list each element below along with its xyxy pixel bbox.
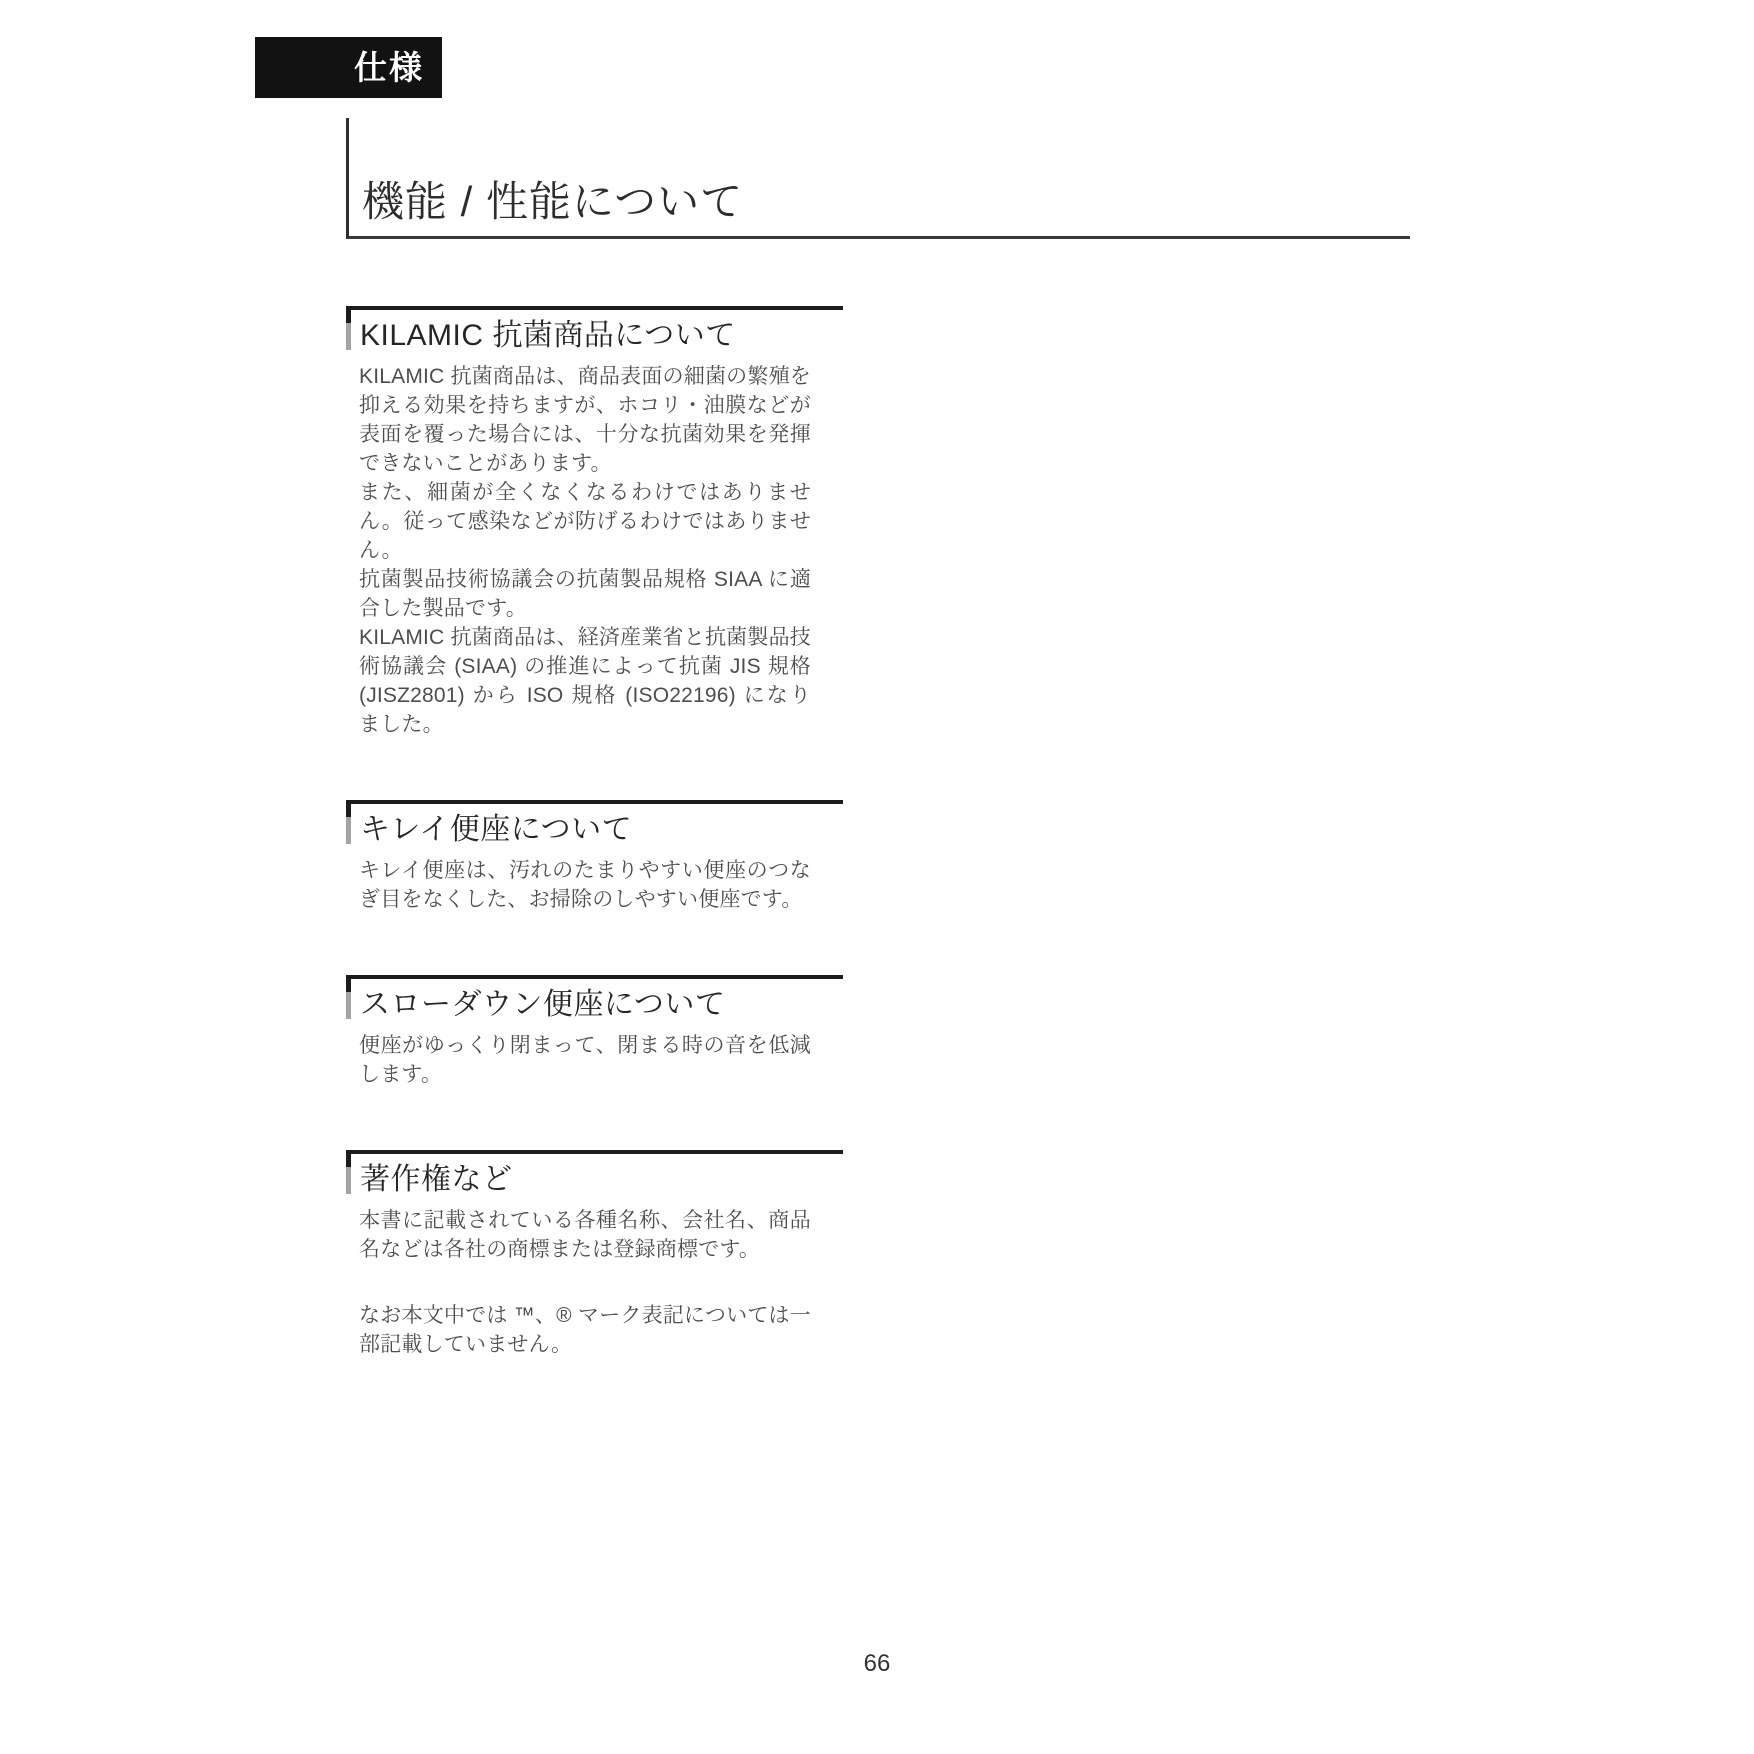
section-slowdown-seat <box>346 975 843 1089</box>
paragraph: キレイ便座は、汚れのたまりやすい便座のつなぎ目をなくした、お掃除のしやすい便座です。 <box>359 859 811 911</box>
title-block <box>346 118 1410 239</box>
section-body <box>346 1206 811 1359</box>
section-heading <box>346 804 843 848</box>
chapter-tab-badge <box>255 37 442 98</box>
section-copyright <box>346 1150 843 1359</box>
section-heading-text: スローダウン便座について <box>360 988 726 1021</box>
heading-accent-bar <box>346 804 351 844</box>
chapter-tab-label: 仕様 <box>354 49 424 86</box>
section-heading <box>346 310 843 354</box>
section-body <box>346 856 811 914</box>
paragraph: 抗菌製品技術協議会の抗菌製品規格 SIAA に適合した製品です。 <box>359 568 811 620</box>
section-heading-text: KILAMIC 抗菌商品について <box>360 319 736 352</box>
paragraph: KILAMIC 抗菌商品は、商品表面の細菌の繁殖を抑える効果を持ちますが、ホコリ・油膜などが表面を覆った場合には、十分な抗菌効果を発揮できないことがあります。 <box>359 365 811 475</box>
section-heading-text: 著作権など <box>360 1163 513 1196</box>
heading-accent-bar <box>346 979 351 1019</box>
section-body <box>346 362 811 739</box>
paragraph: なお本文中では ™、® マーク表記については一部記載していません。 <box>359 1304 811 1356</box>
paragraph: KILAMIC 抗菌商品は、経済産業省と抗菌製品技術協議会 (SIAA) の推進によって抗菌 JIS 規格 (JISZ2801) から ISO 規格 (ISO22196) になりました。 <box>359 626 811 736</box>
content-column <box>346 306 843 1420</box>
paragraph: 便座がゆっくり閉まって、閉まる時の音を低減します。 <box>359 1034 811 1086</box>
section-kirei-seat <box>346 800 843 914</box>
heading-accent-bar <box>346 310 351 350</box>
section-heading-text: キレイ便座について <box>360 813 633 846</box>
paragraph: また、細菌が全くなくなるわけではありません。従って感染などが防げるわけではありません。 <box>359 481 811 562</box>
section-heading <box>346 979 843 1023</box>
section-body <box>346 1031 811 1089</box>
page-number: 66 <box>863 1650 891 1677</box>
page-title: 機能 / 性能について <box>362 178 744 225</box>
paragraph: 本書に記載されている各種名称、会社名、商品名などは各社の商標または登録商標です。 <box>359 1209 811 1261</box>
heading-accent-bar <box>346 1154 351 1194</box>
section-kilamic-antibacterial <box>346 306 843 739</box>
section-heading <box>346 1154 843 1198</box>
